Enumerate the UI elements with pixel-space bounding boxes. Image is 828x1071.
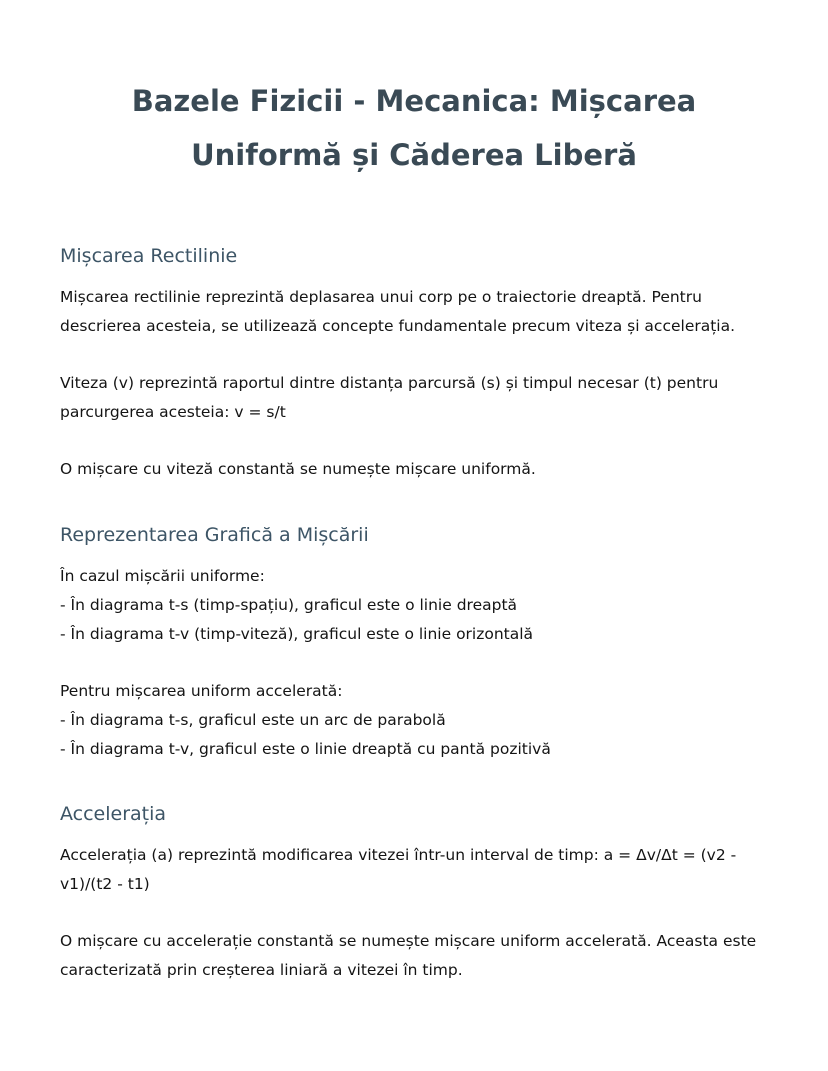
list-item: - În diagrama t-s (timp-spațiu), graficul este o linie dreaptă [60,596,518,614]
page-title: Bazele Fizicii - Mecanica: Mișcarea Uniformă și Căderea Liberă [131,84,697,172]
list-item: - În diagrama t-v, graficul este o linie dreaptă cu pantă pozitivă [60,740,551,758]
section-acceleratia [60,801,772,1013]
list-block-uniforma [60,562,772,649]
list-intro: Pentru mișcarea uniform accelerată: [60,682,343,700]
section-heading: Reprezentarea Grafică a Mișcării [60,524,369,546]
section-miscarea-rectilinie [60,243,772,512]
list-item: - În diagrama t-s, graficul este un arc de parabolă [60,711,446,729]
list-intro: În cazul mișcării uniforme: [60,567,265,585]
section-heading: Mișcarea Rectilinie [60,245,238,267]
list-item: - În diagrama t-v (timp-viteză), graficul este o linie orizontală [60,625,534,643]
paragraph: Mișcarea rectilinie reprezintă deplasarea unui corp pe o traiectorie dreaptă. Pentru descrierea acesteia, se utilizează concepte fundamentale precum viteza și accelerația. [60,288,736,335]
list-block-accelerata [60,677,772,764]
paragraph: Viteza (v) reprezintă raportul dintre distanța parcursă (s) și timpul necesar (t) pentru parcurgerea acesteia: v = s/t [60,374,719,421]
paragraph: Accelerația (a) reprezintă modificarea vitezei într-un interval de timp: a = Δv/Δt = (v2 - v1)/(t2 - t1) [60,846,737,893]
section-heading: Accelerația [60,803,167,825]
paragraph: O mișcare cu viteză constantă se numește mișcare uniformă. [60,460,536,478]
section-reprezentarea-grafica [60,522,772,792]
paragraph: O mișcare cu accelerație constantă se numește mișcare uniform accelerată. Aceasta este caracterizată prin creșterea liniară a vitezei în timp. [60,932,757,979]
